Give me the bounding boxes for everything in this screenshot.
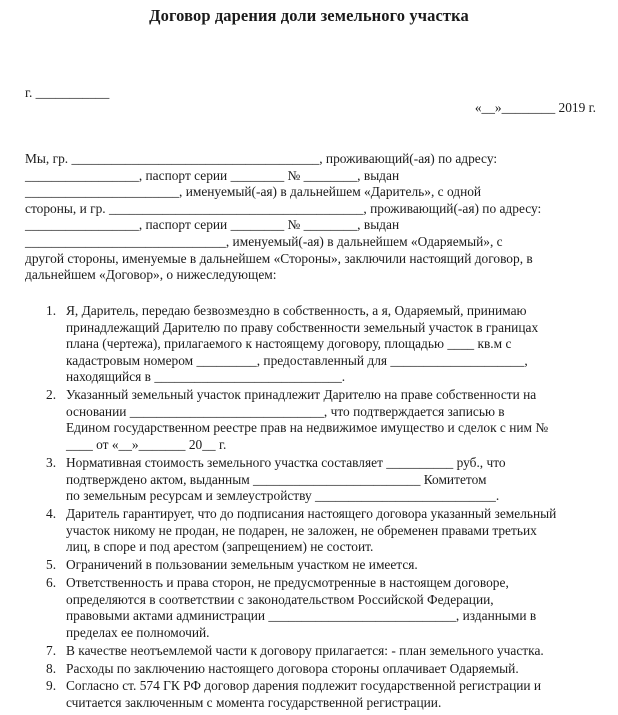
document-title: Договор дарения доли земельного участка [149,6,469,25]
clause-line: Едином государственном реестре прав на недвижимое имущество и сделок с ним № [66,420,549,436]
clause-number: 1. [46,303,57,318]
preamble-line: _______________________, именуемый(-ая) в дальнейшем «Даритель», с одной [25,184,482,200]
clause-line: Нормативная стоимость земельного участка составляет __________ руб., что [66,454,506,470]
preamble-line: _________________, паспорт серии ________ № ________, выдан [25,217,400,233]
clause-number: 7. [46,642,57,658]
clause-line: Ограничений в пользовании земельным участком не имеется. [66,557,418,573]
clause-item [0,455,600,505]
clause-line: кадастровым номером _________, предоставленный для ____________________, [66,352,528,368]
clause-item [0,557,600,574]
clause-line: находящийся в ____________________________. [66,369,346,385]
clause-line: Расходы по заключению настоящего договора стороны оплачивает Одаряемый. [66,660,519,676]
clause-line: Ответственность и права сторон, не предусмотренные в настоящем договоре, [66,574,509,590]
clauses-list [0,303,600,713]
clause-line: лиц, в споре и под арестом (запрещением) не состоит. [66,539,374,555]
clause-line: Я, Даритель, передаю безвозмездно в собственность, а я, Одаряемый, принимаю [66,303,527,318]
clause-item [0,575,600,641]
clause-number: 2. [46,387,57,403]
clause-line: плана (чертежа), прилагаемого к настоящему договору, площадью ____ кв.м с [66,336,512,352]
clause-item [0,506,600,556]
clause-line: основании _____________________________, что подтверждается записью в [66,403,505,419]
clause-line: подтверждено актом, выданным _________________________ Комитетом [66,471,487,487]
date-line: «__»________ 2019 г. [474,100,596,115]
clause-line: Согласно ст. 574 ГК РФ договор дарения подлежит государственной регистрации и [66,678,542,694]
clause-line: правовыми актами администрации ____________________________, изданными в [66,608,537,624]
preamble-paragraph [25,151,605,284]
preamble-line: дальнейшем «Договор», о нижеследующем: [25,267,277,283]
preamble-line: другой стороны, именуемые в дальнейшем «Стороны», заключили настоящий договор, в [25,250,533,266]
clause-line: считается заключенным с момента государственной регистрации. [66,695,442,711]
clause-line: пределах ее полномочий. [66,624,210,640]
preamble-line: Мы, гр. _____________________________________, проживающий(-ая) по адресу: [25,151,498,166]
clause-line: принадлежащий Дарителю по праву собственности земельный участок в границах [66,319,539,335]
preamble-line: ______________________________, именуемый(-ая) в дальнейшем «Одаряемый», с [25,233,503,249]
clause-line: Указанный земельный участок принадлежит Дарителю на праве собственности на [66,387,537,403]
clause-item [0,678,600,711]
clause-line: Даритель гарантирует, что до подписания настоящего договора указанный земельный [66,506,557,522]
clause-line: участок никому не продан, не подарен, не заложен, не обременен правами третьих [66,522,537,538]
clause-number: 6. [46,574,57,590]
clause-item [0,661,600,678]
preamble-line: _________________, паспорт серии ________ № ________, выдан [25,167,400,183]
clause-number: 8. [46,660,57,676]
clause-number: 9. [46,678,57,694]
clause-line: В качестве неотъемлемой части к договору прилагается: - план земельного участка. [66,642,544,658]
clause-item [0,303,600,386]
clause-number: 5. [46,557,57,573]
clause-number: 3. [46,454,57,470]
clause-line: по земельным ресурсам и землеустройству ___________________________. [66,488,500,504]
clause-line: ____ от «__»_______ 20__ г. [66,437,227,453]
preamble-line: стороны, и гр. ______________________________________, проживающий(-ая) по адресу: [25,200,542,216]
clause-item [0,387,600,453]
city-line: г. ___________ [25,85,110,100]
clause-item [0,643,600,660]
clause-line: определяются в соответствии с законодательством Российской Федерации, [66,591,494,607]
clause-number: 4. [46,506,57,522]
